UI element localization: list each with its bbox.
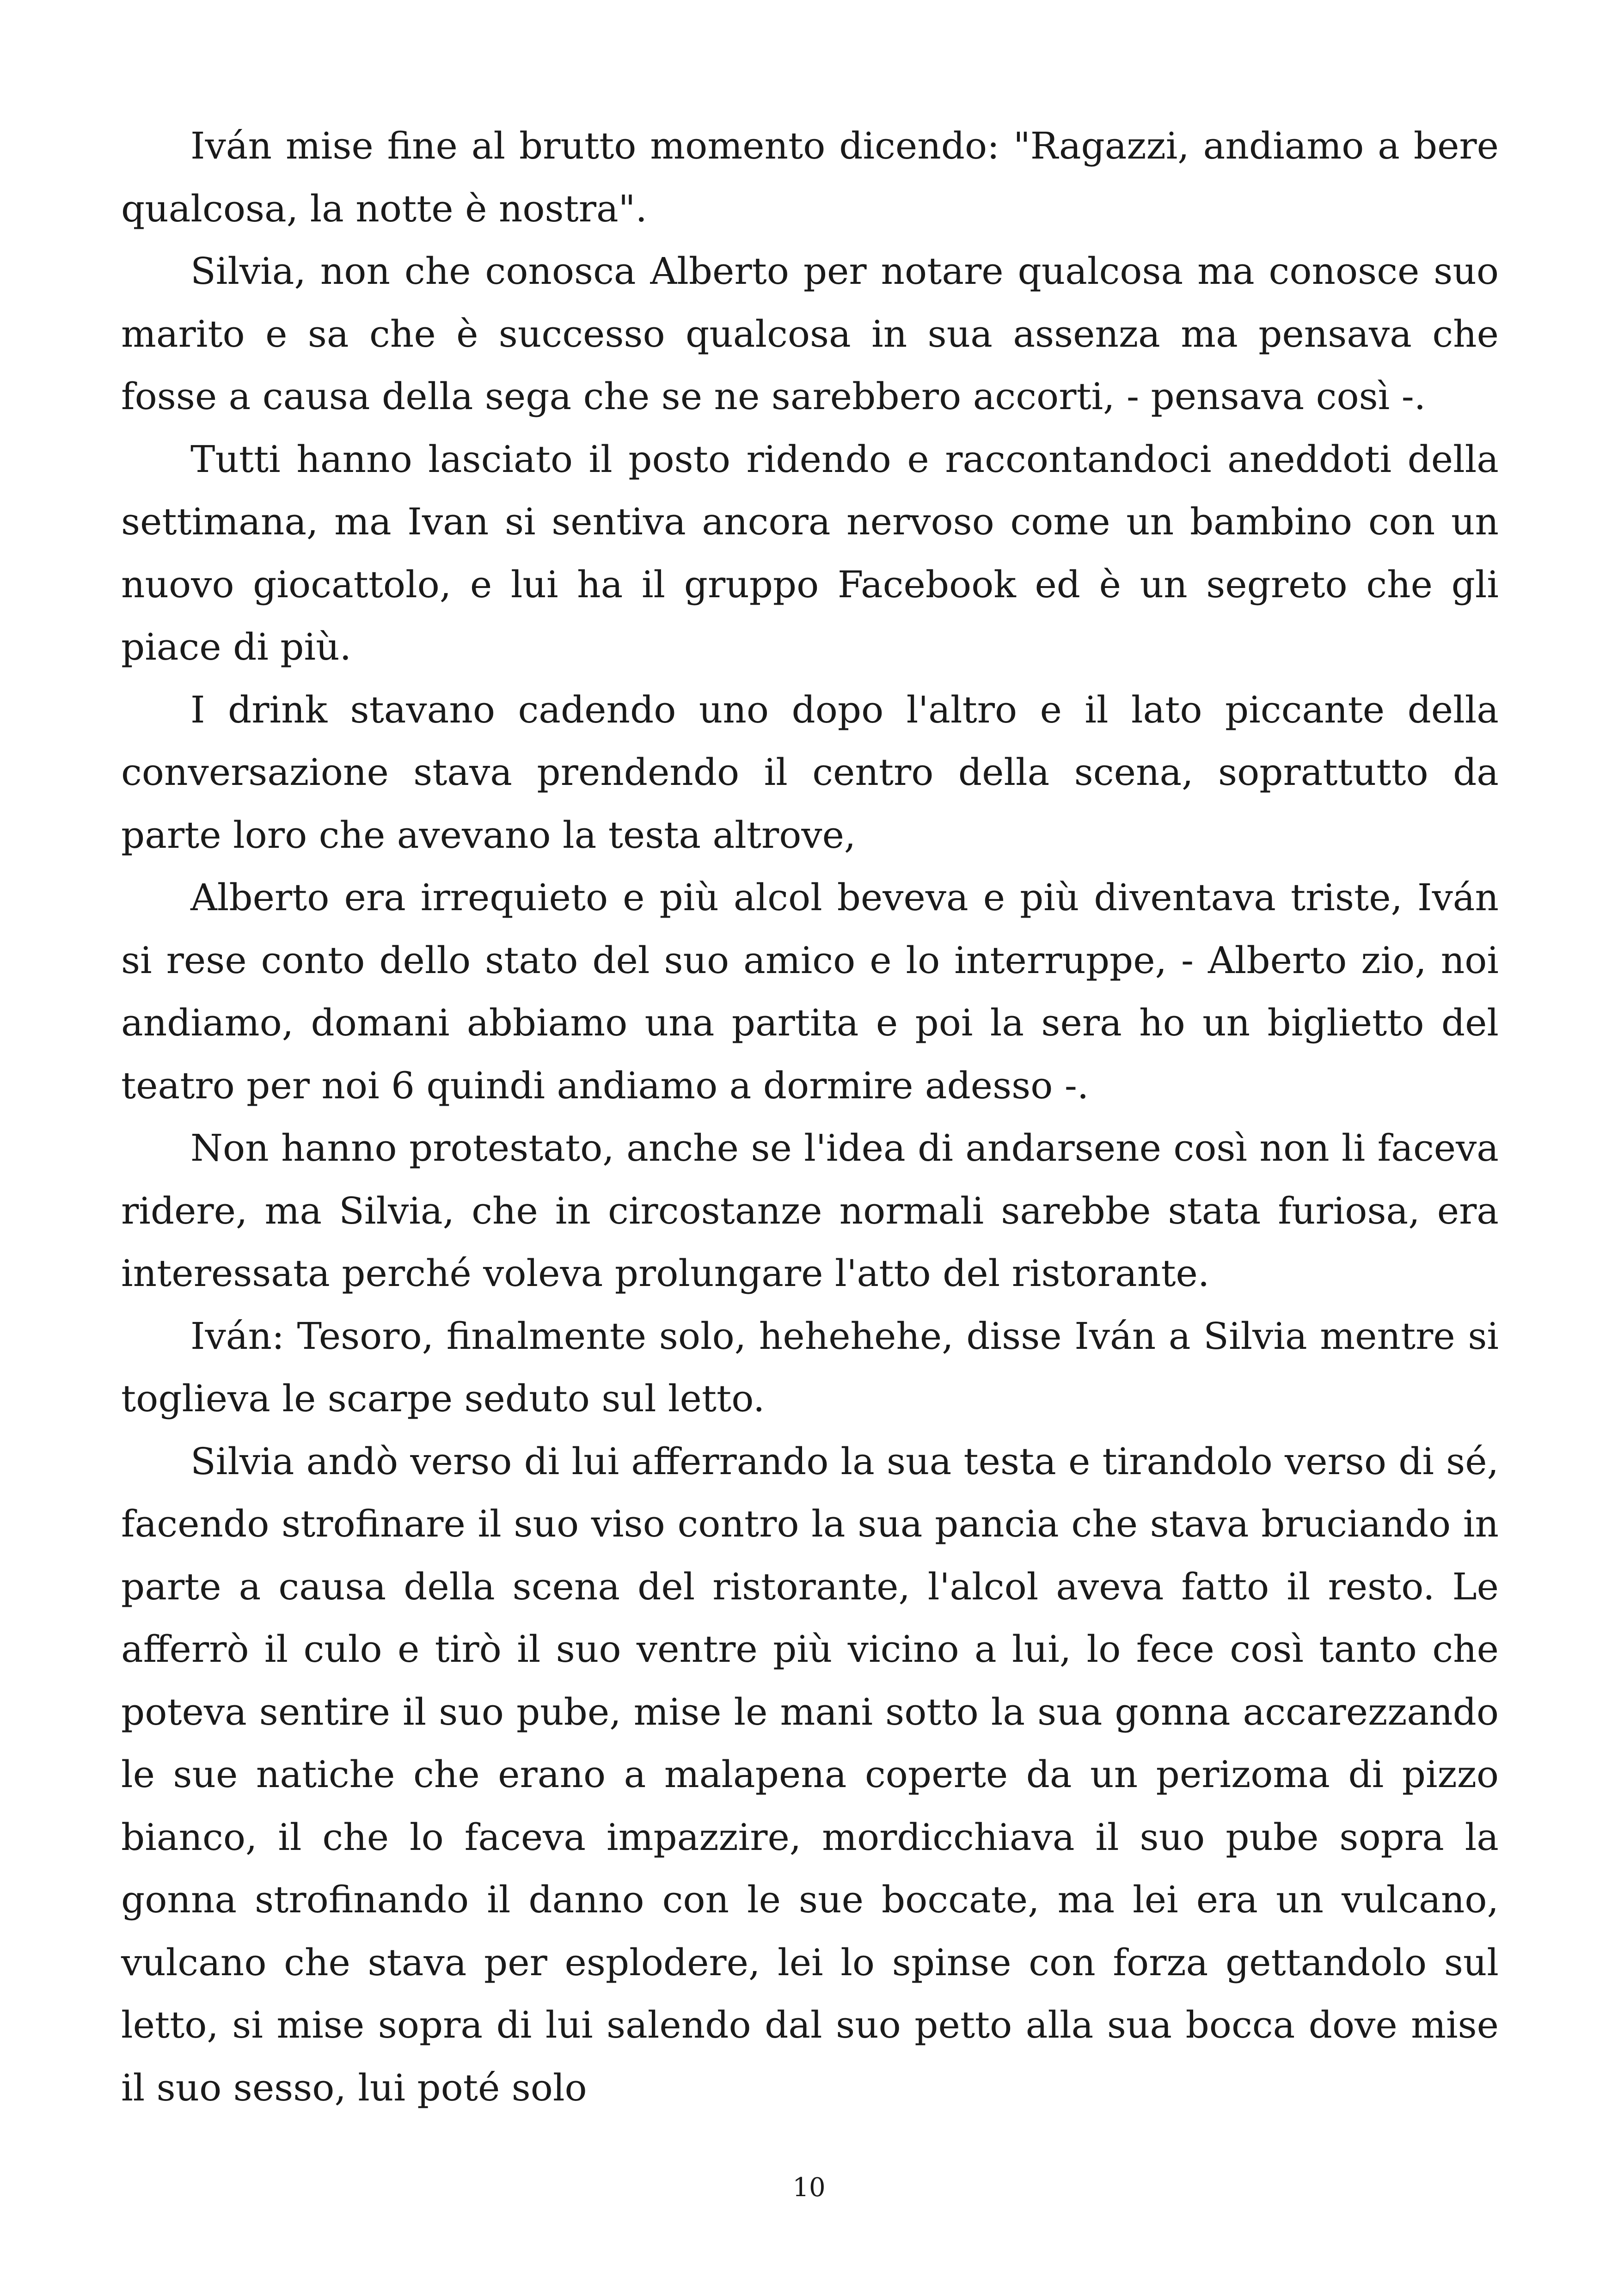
paragraph: I drink stavano cadendo uno dopo l'altro e il lato piccante della conversazione stava prendendo il centro della scena, soprattutto da parte loro che avevano la testa altrove, <box>121 688 1499 857</box>
paragraph: Alberto era irrequieto e più alcol beveva e più diventava triste, Iván si rese conto dello stato del suo amico e lo interruppe, - Alberto zio, noi andiamo, domani abbiamo una partita e poi la sera ho un biglietto del teatro per noi 6 quindi andiamo a dormire adesso -. <box>121 876 1499 1107</box>
paragraph: Tutti hanno lasciato il posto ridendo e raccontandoci aneddoti della settimana, ma Ivan si sentiva ancora nervoso come un bambino con un nuovo giocattolo, e lui ha il gruppo Facebook ed è un segreto che gli piace di più. <box>121 437 1499 668</box>
paragraph: Iván mise fine al brutto momento dicendo: "Ragazzi, andiamo a bere qualcosa, la notte è nostra". <box>121 124 1499 230</box>
page-number: 10 <box>792 2173 826 2203</box>
page-body <box>121 115 1499 2119</box>
paragraph: Silvia andò verso di lui afferrando la sua testa e tirandolo verso di sé, facendo strofinare il suo viso contro la sua pancia che stava bruciando in parte a causa della scena del ristorante, l'alcol aveva fatto il resto. Le afferrò il culo e tirò il suo ventre più vicino a lui, lo fece così tanto che poteva sentire il suo pube, mise le mani sotto la sua gonna accarezzando le sue natiche che erano a malapena coperte da un perizoma di pizzo bianco, il che lo faceva impazzire, mordicchiava il suo pube sopra la gonna strofinando il danno con le sue boccate, ma lei era un vulcano, vulcano che stava per esplodere, lei lo spinse con forza gettandolo sul letto, si mise sopra di lui salendo dal suo petto alla sua bocca dove mise il suo sesso, lui poté solo <box>121 1439 1499 2109</box>
paragraph: Iván: Tesoro, finalmente solo, hehehehe, disse Iván a Silvia mentre si toglieva le scarpe seduto sul letto. <box>121 1314 1499 1420</box>
paragraph: Silvia, non che conosca Alberto per notare qualcosa ma conosce suo marito e sa che è successo qualcosa in sua assenza ma pensava che fosse a causa della sega che se ne sarebbero accorti, - pensava così -. <box>121 250 1499 418</box>
paragraph: Non hanno protestato, anche se l'idea di andarsene così non li faceva ridere, ma Silvia, che in circostanze normali sarebbe stata furiosa, era interessata perché voleva prolungare l'atto del ristorante. <box>121 1127 1499 1295</box>
